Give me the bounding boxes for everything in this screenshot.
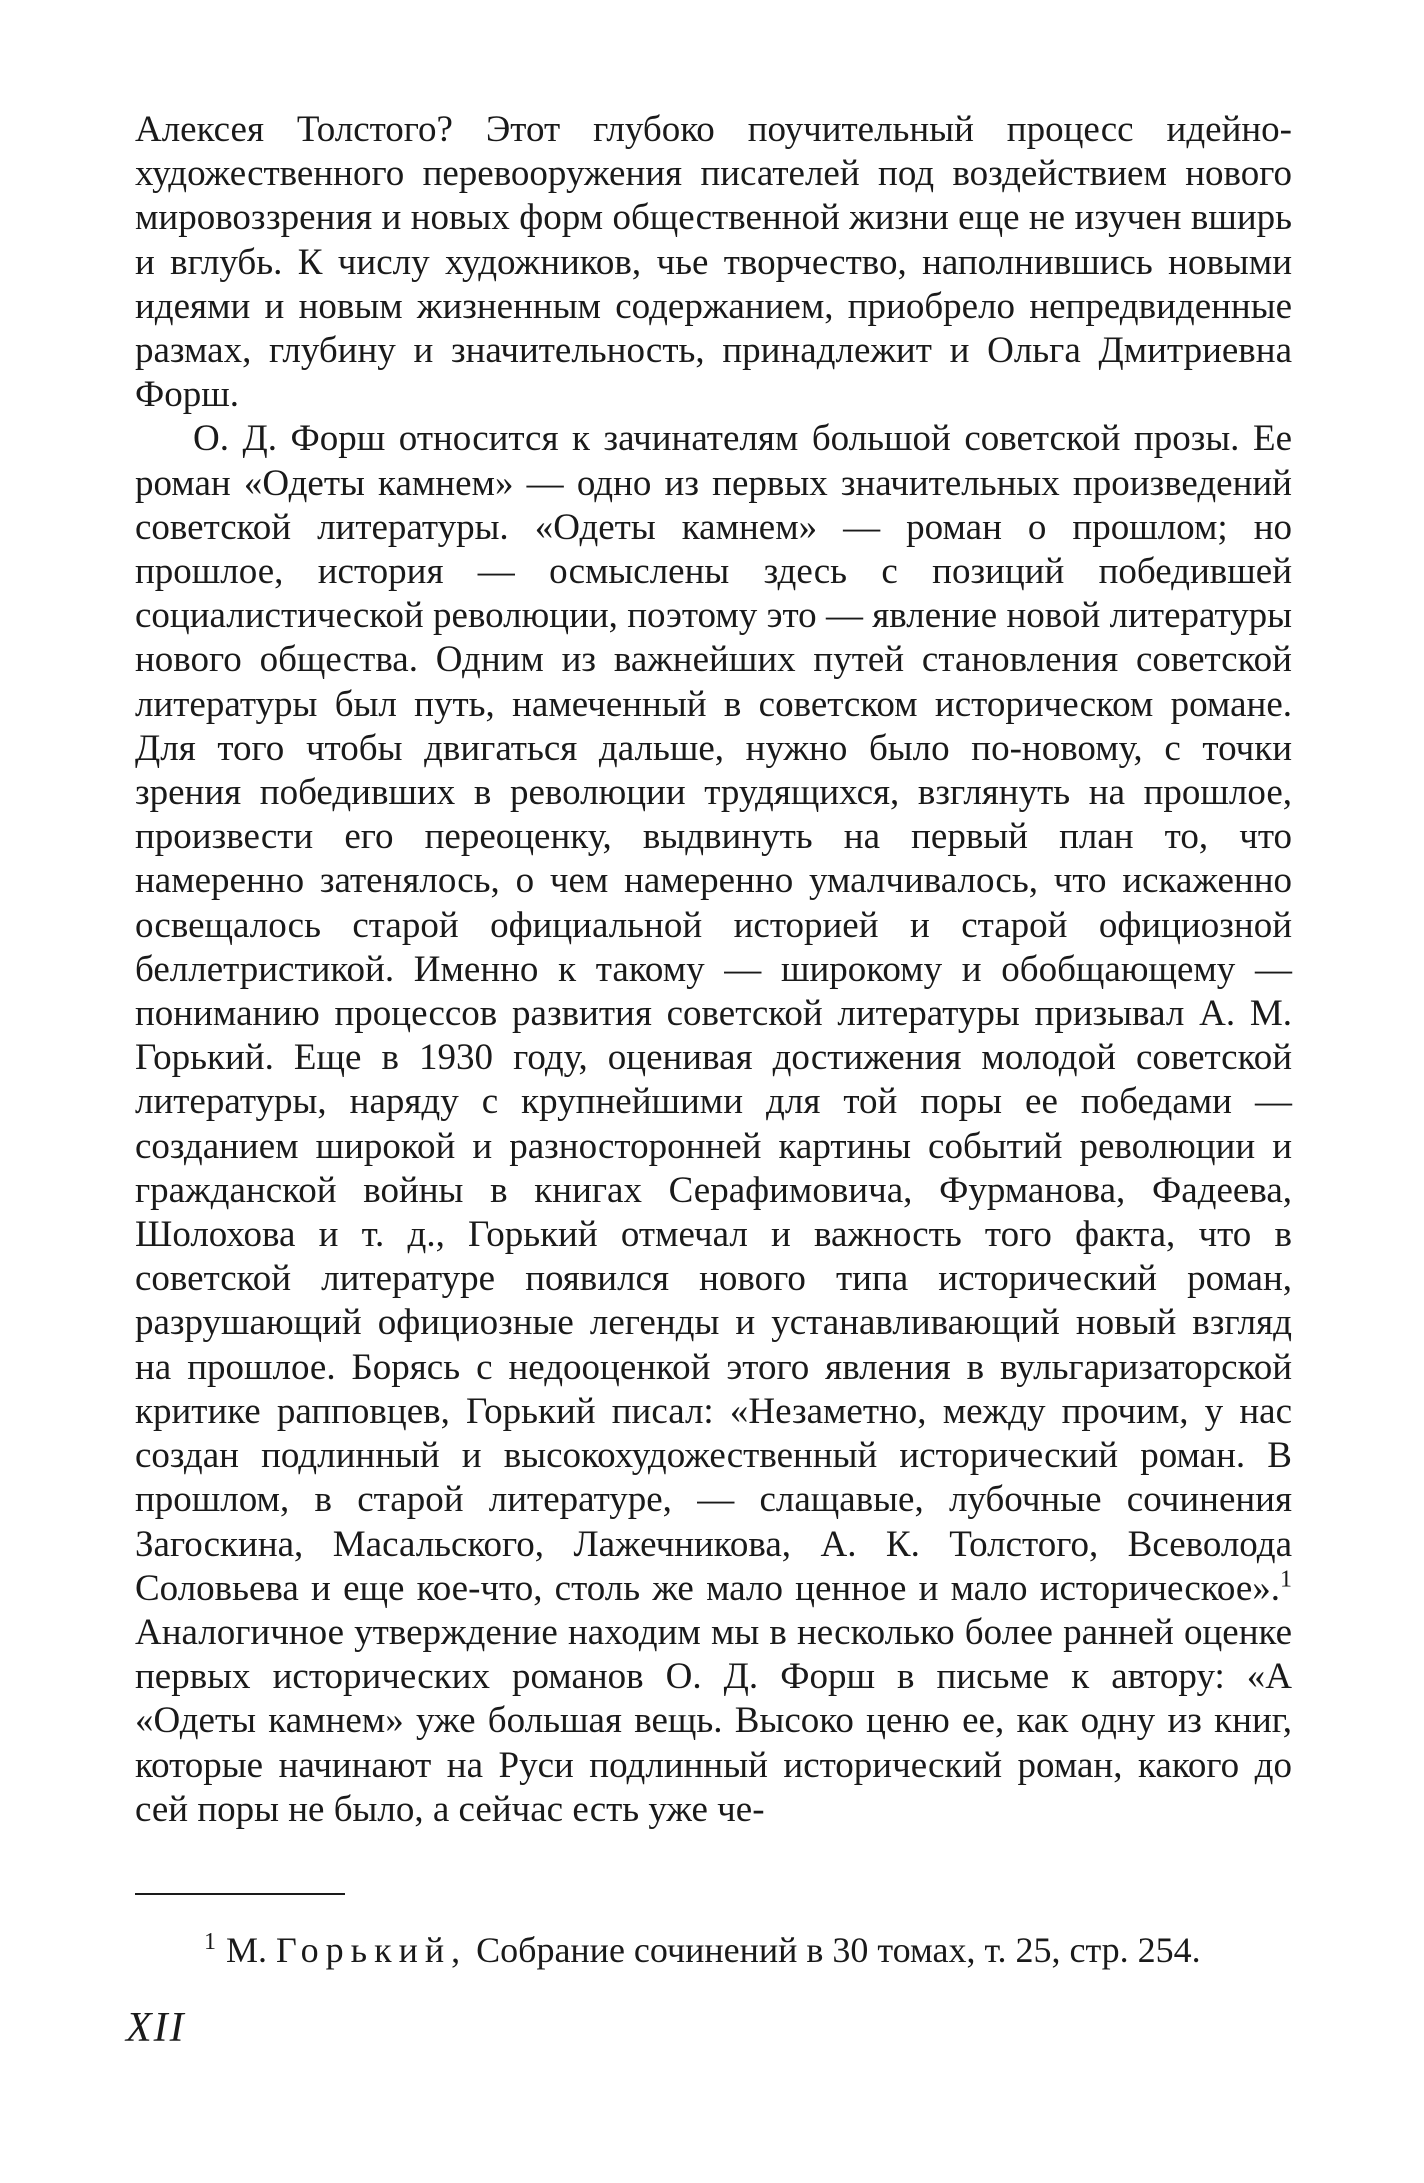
paragraph-2-text-after-ref: Аналогичное утверждение находим мы в несколько более ранней оценке первых исторических романов О. Д. Форш в письме к автору: «А «Одеты камнем» уже большая вещь. Высоко ценю ее, как одну из книг, которые начинают на Руси подлинный исторический роман, какого до сей поры не было, а сейчас есть уже че- (135, 1611, 1292, 1830)
footnote-author-name: Горький, (276, 1930, 468, 1970)
footnote-author-prefix: М. (226, 1930, 268, 1970)
paragraph-1-text: Алексея Толстого? Этот глубоко поучительный процесс идейно-художественного перевооружения писателей под воздействием нового мировоззрения и новых форм общественной жизни еще не изучен вширь и вглубь. К числу художников, чье творчество, наполнившись новыми идеями и новым жизненным содержанием, приобрело непредвиденные размах, глубину и значительность, принадлежит и Ольга Дмитриевна Форш. (135, 109, 1292, 416)
paragraph-2-text (135, 417, 1292, 1832)
footnote-reference: 1 (1280, 1566, 1292, 1593)
paragraph-2 (135, 417, 1292, 1832)
body-text (135, 108, 1292, 1832)
page-number: XII (126, 2005, 186, 2051)
footnote (204, 1928, 1294, 1972)
paragraph-1 (135, 108, 1292, 417)
footnote-citation: Собрание сочинений в 30 томах, т. 25, стр. 254. (476, 1930, 1201, 1970)
footnote-marker: 1 (204, 1929, 216, 1955)
footnote-divider (135, 1893, 345, 1895)
paragraph-2-text-before-ref: О. Д. Форш относится к зачинателям большой советской прозы. Ее роман «Одеты камнем» — одно из первых значительных произведений советской литературы. «Одеты камнем» — роман о прошлом; но прошлое, история — осмыслены здесь с позиций победившей социалистической революции, поэтому это — явление новой литературы нового общества. Одним из важнейших путей становления советской литературы был путь, намеченный в советском историческом романе. Для того чтобы двигаться дальше, нужно было по-новому, с точки зрения победивших в революции трудящихся, взглянуть на прошлое, произвести его переоценку, выдвинуть на первый план то, что намеренно затенялось, о чем намеренно умалчивалось, что искаженно освещалось старой официальной историей и старой официозной беллетристикой. Именно к такому — широкому и обобщающему — пониманию процессов развития советской литературы призывал А. М. Горький. Еще в 1930 году, оценивая достижения молодой советской литературы, наряду с крупнейшими для той поры ее победами — созданием широкой и разносторонней картины событий революции и гражданской войны в книгах Серафимовича, Фурманова, Фадеева, Шолохова и т. д., Горький отмечал и важность того факта, что в советской литературе появился нового типа исторический роман, разрушающий официозные легенды и устанавливающий новый взгляд на прошлое. Борясь с недооценкой этого явления в вульгаризаторской критике рапповцев, Горький писал: «Незаметно, между прочим, у нас создан подлинный и высокохудожественный исторический роман. В прошлом, в старой литературе, — слащавые, лубочные сочинения Загоскина, Масальского, Лажечникова, А. К. Толстого, Всеволода Соловьева и еще кое-что, столь же мало ценное и мало историческое». (135, 418, 1292, 1609)
